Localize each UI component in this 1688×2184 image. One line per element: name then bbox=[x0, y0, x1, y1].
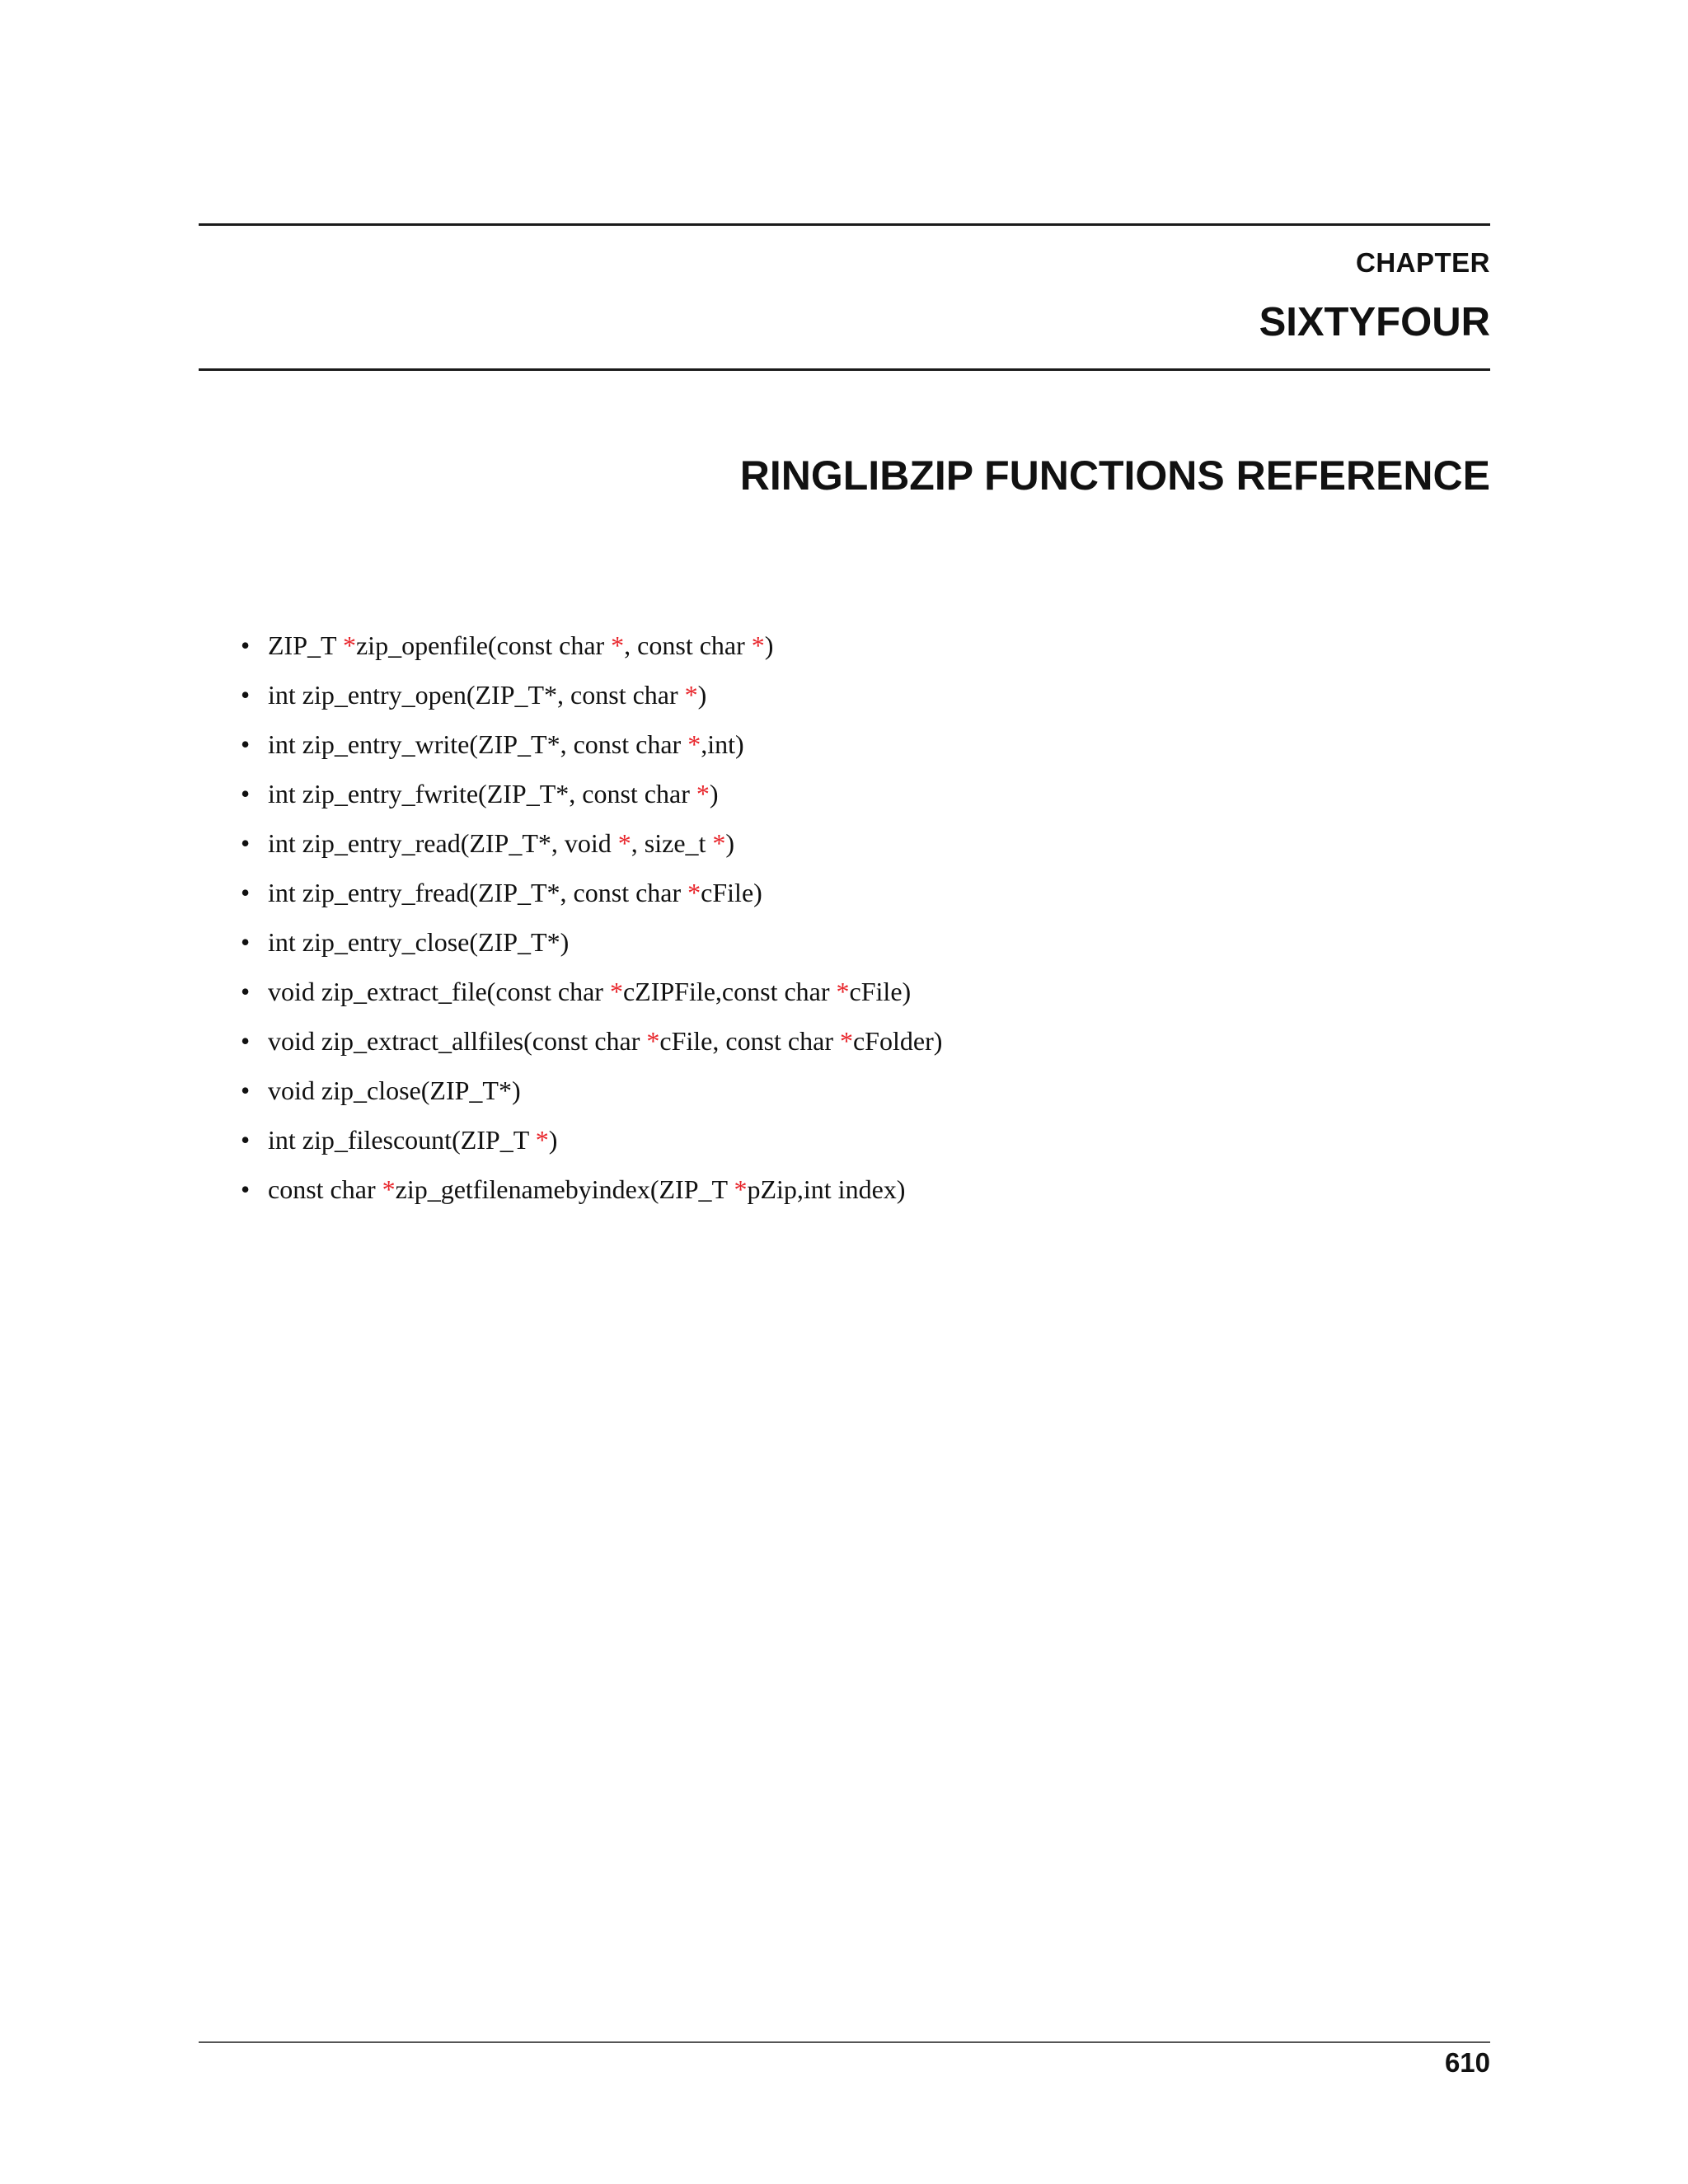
signature-text: ) bbox=[725, 828, 735, 858]
signature-text: void zip_extract_allfiles(const char bbox=[268, 1026, 647, 1056]
bullet-icon: • bbox=[241, 729, 251, 759]
signature-text: cFile) bbox=[701, 878, 762, 907]
signature-text: int zip_entry_open(ZIP_T*, const char bbox=[268, 680, 685, 710]
bullet-icon: • bbox=[241, 1125, 251, 1155]
pointer-asterisk: * bbox=[684, 680, 698, 710]
pointer-asterisk: * bbox=[751, 630, 765, 660]
bullet-icon: • bbox=[241, 1026, 251, 1056]
signature-text: ,int) bbox=[701, 729, 744, 759]
signature-text: , size_t bbox=[631, 828, 713, 858]
bullet-icon: • bbox=[241, 828, 251, 858]
chapter-top-rule bbox=[199, 223, 1490, 226]
signature-text: zip_getfilenamebyindex(ZIP_T bbox=[395, 1174, 734, 1204]
pointer-asterisk: * bbox=[687, 878, 701, 907]
pointer-asterisk: * bbox=[382, 1174, 396, 1204]
pointer-asterisk: * bbox=[696, 779, 710, 808]
function-item bbox=[241, 719, 942, 769]
bullet-icon: • bbox=[241, 927, 251, 957]
pointer-asterisk: * bbox=[734, 1174, 748, 1204]
function-item bbox=[241, 1115, 942, 1165]
function-item bbox=[241, 868, 942, 917]
pointer-asterisk: * bbox=[611, 630, 625, 660]
pointer-asterisk: * bbox=[687, 729, 701, 759]
bullet-icon: • bbox=[241, 779, 251, 808]
function-item bbox=[241, 967, 942, 1016]
bullet-icon: • bbox=[241, 1076, 251, 1105]
pointer-asterisk: * bbox=[609, 977, 623, 1006]
signature-text: int zip_entry_fwrite(ZIP_T*, const char bbox=[268, 779, 696, 808]
section-title: RINGLIBZIP FUNCTIONS REFERENCE bbox=[739, 452, 1490, 499]
bullet-icon: • bbox=[241, 878, 251, 907]
function-item bbox=[241, 670, 942, 719]
chapter-bottom-rule bbox=[199, 368, 1490, 371]
bullet-icon: • bbox=[241, 1174, 251, 1204]
signature-text: ) bbox=[697, 680, 707, 710]
bullet-icon: • bbox=[241, 680, 251, 710]
function-item bbox=[241, 917, 942, 967]
signature-text: int zip_entry_close(ZIP_T*) bbox=[268, 927, 570, 957]
footer-rule bbox=[199, 2041, 1490, 2043]
page-number: 610 bbox=[1444, 2047, 1490, 2078]
signature-text: pZip,int index) bbox=[747, 1174, 906, 1204]
function-item bbox=[241, 818, 942, 868]
signature-text: int zip_entry_fread(ZIP_T*, const char bbox=[268, 878, 688, 907]
pointer-asterisk: * bbox=[342, 630, 356, 660]
signature-text: ) bbox=[548, 1125, 558, 1155]
signature-text: cZIPFile,const char bbox=[622, 977, 837, 1006]
signature-text: int zip_filescount(ZIP_T bbox=[268, 1125, 536, 1155]
bullet-icon: • bbox=[241, 630, 251, 660]
pointer-asterisk: * bbox=[646, 1026, 660, 1056]
chapter-number: SIXTYFOUR bbox=[1259, 300, 1490, 344]
pointer-asterisk: * bbox=[535, 1125, 549, 1155]
function-item bbox=[241, 769, 942, 818]
signature-text: int zip_entry_write(ZIP_T*, const char bbox=[268, 729, 688, 759]
function-item bbox=[241, 1165, 942, 1214]
signature-text: void zip_close(ZIP_T*) bbox=[268, 1076, 521, 1105]
signature-text: ) bbox=[764, 630, 774, 660]
function-item bbox=[241, 1016, 942, 1066]
function-list bbox=[241, 621, 942, 1214]
signature-text: cFile, const char bbox=[659, 1026, 840, 1056]
signature-text: void zip_extract_file(const char bbox=[268, 977, 610, 1006]
signature-text: const char bbox=[268, 1174, 382, 1204]
signature-text: cFile) bbox=[849, 977, 912, 1006]
pointer-asterisk: * bbox=[617, 828, 631, 858]
bullet-icon: • bbox=[241, 977, 251, 1006]
function-item bbox=[241, 621, 942, 670]
signature-text: ZIP_T bbox=[268, 630, 343, 660]
signature-text: ) bbox=[709, 779, 719, 808]
signature-text: cFolder) bbox=[852, 1026, 943, 1056]
function-item bbox=[241, 1066, 942, 1115]
chapter-label: CHAPTER bbox=[1355, 247, 1490, 278]
signature-text: int zip_entry_read(ZIP_T*, void bbox=[268, 828, 618, 858]
pointer-asterisk: * bbox=[836, 977, 850, 1006]
pointer-asterisk: * bbox=[839, 1026, 853, 1056]
pointer-asterisk: * bbox=[712, 828, 726, 858]
signature-text: , const char bbox=[624, 630, 752, 660]
signature-text: zip_openfile(const char bbox=[355, 630, 612, 660]
